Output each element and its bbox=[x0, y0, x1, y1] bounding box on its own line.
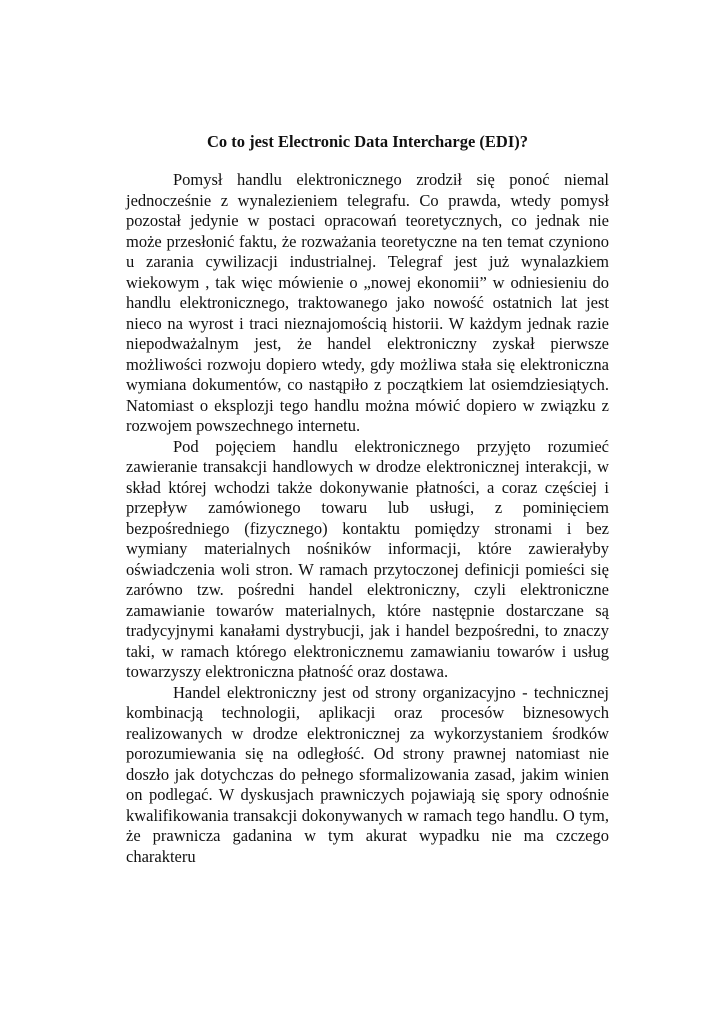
document-title: Co to jest Electronic Data Intercharge (EDI)? bbox=[206, 132, 529, 151]
paragraph-1: Pomysł handlu elektronicznego zrodził się ponoć niemal jednocześnie z wynalezieniem telegrafu. Co prawda, wtedy pomysł pozostał jedynie w postaci opracowań teoretycznych, co jednak nie może przesłonić faktu, że rozważania teoretyczne na ten temat czyniono u zarania cywilizacji industrialnej. Telegraf jest już wynalazkiem wiekowym , tak więc mówienie o „nowej ekonomii” w odniesieniu do handlu elektronicznego, traktowanego jako nowość ostatnich lat jest nieco na wyrost i traci nieznajomością historii. W każdym jednak razie niepodważalnym jest, że handel elektroniczny zyskał pierwsze możliwości rozwoju dopiero wtedy, gdy możliwa stała się elektroniczna wymiana dokumentów, co nastąpiło z początkiem lat osiemdziesiątych. Natomiast o eksplozji tego handlu można mówić dopiero w związku z rozwojem powszechnego internetu. bbox=[126, 170, 609, 435]
paragraph-2: Pod pojęciem handlu elektronicznego przyjęto rozumieć zawieranie transakcji handlowych w drodze elektronicznej interakcji, w skład której wchodzi także dokonywanie płatności, a coraz częściej i przepływ zamówionego towaru lub usługi, z pominięciem bezpośredniego (fizycznego) kontaktu pomiędzy stronami i bez wymiany materialnych nośników informacji, które zawierałyby oświadczenia woli stron. W ramach przytoczonej definicji pomieści się zarówno tzw. pośredni handel elektroniczny, czyli elektroniczne zamawianie towarów materialnych, które następnie dostarczane są tradycyjnymi kanałami dystrybucji, jak i handel bezpośredni, to znaczy taki, w ramach którego elektronicznemu zamawianiu towarów i usług towarzyszy elektroniczna płatność oraz dostawa. bbox=[126, 436, 609, 681]
document-page bbox=[126, 131, 609, 867]
paragraph-3: Handel elektroniczny jest od strony organizacyjno - technicznej kombinacją technologii, aplikacji oraz procesów biznesowych realizowanych w drodze elektronicznej za wykorzystaniem środków porozumiewania się na odległość. Od strony prawnej natomiast nie doszło jak dotychczas do pełnego sformalizowania zasad, jakim winien on podlegać. W dyskusjach prawniczych pojawiają się spory odnośnie kwalifikowania transakcji dokonywanych w ramach tego handlu. O tym, że prawnicza gadanina w tym akurat wypadku nie ma czczego charakteru bbox=[126, 682, 609, 866]
